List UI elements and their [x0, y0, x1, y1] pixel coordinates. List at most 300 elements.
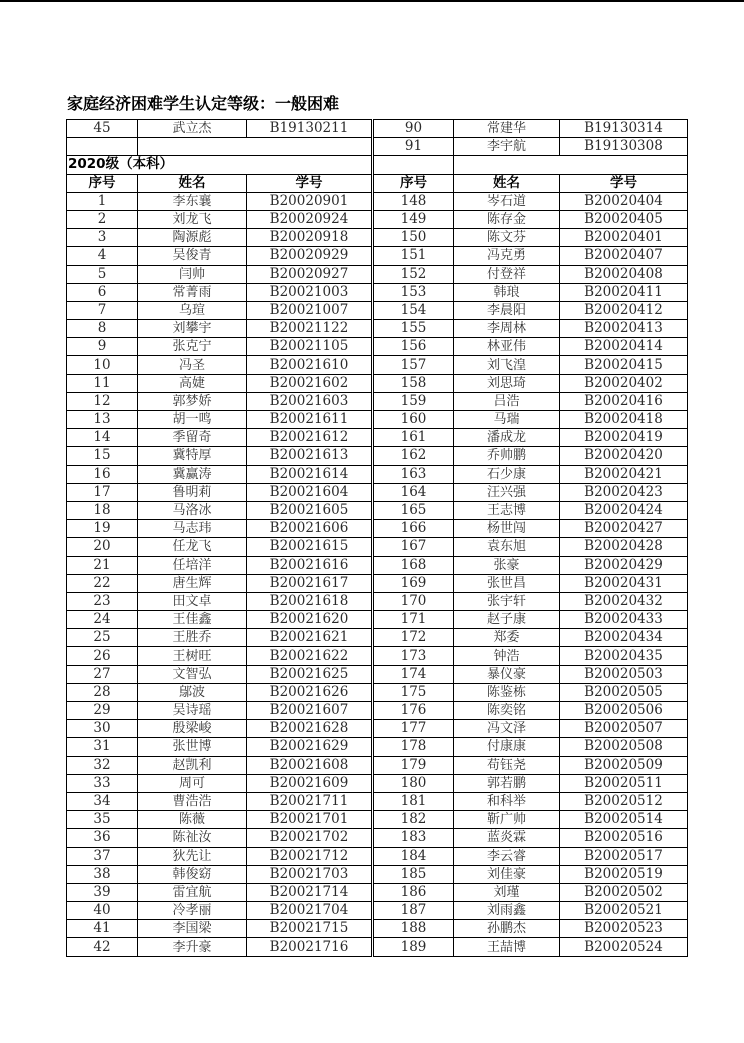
cell-student-id: B20020424	[560, 501, 688, 519]
table-row	[67, 556, 688, 574]
cell-no: 166	[373, 520, 454, 538]
table-row	[67, 902, 688, 920]
cell-no: 26	[67, 647, 138, 665]
cell-no: 29	[67, 702, 138, 720]
cell-name: 蓝炎霖	[454, 829, 560, 847]
cell-student-id: B20020517	[560, 847, 688, 865]
cell-student-id: B20020402	[560, 374, 688, 392]
cell-student-id: B20020509	[560, 756, 688, 774]
cell-student-id: B20020503	[560, 665, 688, 683]
table-row	[67, 702, 688, 720]
cell-no: 1	[67, 192, 138, 210]
cell-no: 173	[373, 647, 454, 665]
cell-student-id: B20020514	[560, 811, 688, 829]
cell-name: 刘龙飞	[138, 210, 247, 228]
cell-no: 41	[67, 920, 138, 938]
cell-student-id: B20020428	[560, 538, 688, 556]
cell-no: 154	[373, 301, 454, 319]
cell-student-id: B20021613	[247, 447, 373, 465]
cell-student-id: B20021003	[247, 283, 373, 301]
header-name: 姓名	[138, 174, 247, 192]
cell-no: 152	[373, 265, 454, 283]
cell-name: 李宇航	[454, 138, 560, 156]
cell-name: 冯文泽	[454, 720, 560, 738]
table-body	[67, 120, 688, 957]
cell-name: 闫帅	[138, 265, 247, 283]
cell-no: 160	[373, 411, 454, 429]
header-student-id: 学号	[247, 174, 373, 192]
cell-no: 177	[373, 720, 454, 738]
header-row	[67, 174, 688, 192]
cell-name: 杨世闯	[454, 520, 560, 538]
cell-no: 14	[67, 429, 138, 447]
cell-name: 马志玮	[138, 520, 247, 538]
cell-student-id: B20021612	[247, 429, 373, 447]
cell-name: 刘瑾	[454, 883, 560, 901]
cell-no: 36	[67, 829, 138, 847]
cell-name: 陈祉汝	[138, 829, 247, 847]
cell-student-id: B19130308	[560, 138, 688, 156]
cell-no: 20	[67, 538, 138, 556]
cell-no: 35	[67, 811, 138, 829]
cell-name: 汪兴强	[454, 483, 560, 501]
table-row	[67, 720, 688, 738]
table-row	[67, 210, 688, 228]
cell-no: 188	[373, 920, 454, 938]
cell-no: 25	[67, 629, 138, 647]
cell-name: 暴仪豪	[454, 665, 560, 683]
cell-name: 周可	[138, 774, 247, 792]
cell-student-id: B20021712	[247, 847, 373, 865]
cell-student-id: B20020505	[560, 683, 688, 701]
table-row	[67, 883, 688, 901]
cell-student-id: B20020419	[560, 429, 688, 447]
cell-no: 15	[67, 447, 138, 465]
header-student-id: 学号	[560, 174, 688, 192]
cell-no: 148	[373, 192, 454, 210]
cell-no: 34	[67, 792, 138, 810]
cell-name: 马瑞	[454, 411, 560, 429]
cell-name: 林亚伟	[454, 338, 560, 356]
table-row	[67, 920, 688, 938]
table-row	[67, 756, 688, 774]
cell-student-id: B20021716	[247, 938, 373, 956]
cell-name: 陶源彪	[138, 229, 247, 247]
cell-no: 158	[373, 374, 454, 392]
section-label: 2020级（本科）	[67, 156, 373, 174]
cell-empty	[454, 156, 688, 174]
cell-student-id: B20020415	[560, 356, 688, 374]
cell-name: 赵凯利	[138, 756, 247, 774]
table-row	[67, 592, 688, 610]
cell-name: 王胜乔	[138, 629, 247, 647]
cell-name: 乔帅鹏	[454, 447, 560, 465]
cell-no: 181	[373, 792, 454, 810]
cell-no: 159	[373, 392, 454, 410]
cell-no: 165	[373, 501, 454, 519]
cell-name: 刘佳豪	[454, 865, 560, 883]
cell-no: 23	[67, 592, 138, 610]
cell-student-id: B20020405	[560, 210, 688, 228]
cell-student-id: B20020412	[560, 301, 688, 319]
cell-student-id: B20020423	[560, 483, 688, 501]
cell-no: 189	[373, 938, 454, 956]
cell-student-id: B20021122	[247, 320, 373, 338]
cell-name: 张世昌	[454, 574, 560, 592]
cell-student-id: B20020519	[560, 865, 688, 883]
cell-no: 183	[373, 829, 454, 847]
table-row	[67, 229, 688, 247]
table-row	[67, 338, 688, 356]
cell-name: 季留奇	[138, 429, 247, 447]
cell-no: 38	[67, 865, 138, 883]
cell-student-id: B20020407	[560, 247, 688, 265]
cell-student-id: B20020523	[560, 920, 688, 938]
cell-no: 32	[67, 756, 138, 774]
cell-empty	[67, 138, 138, 156]
cell-name: 陈文芬	[454, 229, 560, 247]
cell-name: 鲁明莉	[138, 483, 247, 501]
cell-empty	[373, 156, 454, 174]
cell-name: 胡一鸣	[138, 411, 247, 429]
cell-no: 167	[373, 538, 454, 556]
cell-name: 和科举	[454, 792, 560, 810]
cell-no: 40	[67, 902, 138, 920]
cell-no: 6	[67, 283, 138, 301]
cell-no: 157	[373, 356, 454, 374]
cell-name: 刘雨鑫	[454, 902, 560, 920]
cell-name: 韩琅	[454, 283, 560, 301]
cell-no: 187	[373, 902, 454, 920]
table-row-previous	[67, 120, 688, 138]
cell-no: 151	[373, 247, 454, 265]
cell-name: 赵子康	[454, 611, 560, 629]
cell-no: 4	[67, 247, 138, 265]
table-row	[67, 429, 688, 447]
page-top-border	[0, 0, 744, 2]
table-row	[67, 501, 688, 519]
cell-name: 文智弘	[138, 665, 247, 683]
cell-name: 韩俊窈	[138, 865, 247, 883]
cell-name: 郑委	[454, 629, 560, 647]
cell-student-id: B20020427	[560, 520, 688, 538]
cell-no: 91	[373, 138, 454, 156]
cell-student-id: B20020502	[560, 883, 688, 901]
cell-no: 161	[373, 429, 454, 447]
section-row	[67, 156, 688, 174]
cell-student-id: B20021620	[247, 611, 373, 629]
cell-name: 付登祥	[454, 265, 560, 283]
cell-no: 10	[67, 356, 138, 374]
cell-student-id: B20021621	[247, 629, 373, 647]
cell-student-id: B20021714	[247, 883, 373, 901]
cell-student-id: B20021607	[247, 702, 373, 720]
cell-student-id: B20021625	[247, 665, 373, 683]
cell-name: 陈存金	[454, 210, 560, 228]
cell-name: 曹浩浩	[138, 792, 247, 810]
table-row	[67, 738, 688, 756]
cell-student-id: B20021007	[247, 301, 373, 319]
cell-student-id: B20020411	[560, 283, 688, 301]
cell-no: 168	[373, 556, 454, 574]
cell-student-id: B20021611	[247, 411, 373, 429]
cell-name: 李东襄	[138, 192, 247, 210]
cell-name: 冯克勇	[454, 247, 560, 265]
cell-student-id: B20021609	[247, 774, 373, 792]
table-row	[67, 301, 688, 319]
student-list-table	[66, 119, 688, 957]
cell-student-id: B20021608	[247, 756, 373, 774]
cell-student-id: B20021622	[247, 647, 373, 665]
cell-name: 刘攀宇	[138, 320, 247, 338]
cell-no: 2	[67, 210, 138, 228]
cell-student-id: B19130314	[560, 120, 688, 138]
cell-name: 陈薇	[138, 811, 247, 829]
table-row	[67, 192, 688, 210]
cell-no: 33	[67, 774, 138, 792]
cell-student-id: B20020507	[560, 720, 688, 738]
cell-student-id: B20020511	[560, 774, 688, 792]
cell-no: 24	[67, 611, 138, 629]
cell-student-id: B20020516	[560, 829, 688, 847]
cell-no: 180	[373, 774, 454, 792]
cell-student-id: B20020414	[560, 338, 688, 356]
cell-name: 雷宜航	[138, 883, 247, 901]
cell-student-id: B20020918	[247, 229, 373, 247]
cell-name: 张克宁	[138, 338, 247, 356]
table-row	[67, 520, 688, 538]
cell-name: 张世博	[138, 738, 247, 756]
cell-name: 付康康	[454, 738, 560, 756]
cell-student-id: B20020433	[560, 611, 688, 629]
cell-name: 李云睿	[454, 847, 560, 865]
cell-student-id: B20020420	[560, 447, 688, 465]
cell-no: 8	[67, 320, 138, 338]
cell-student-id: B20020521	[560, 902, 688, 920]
cell-student-id: B20021702	[247, 829, 373, 847]
cell-name: 冀赢涛	[138, 465, 247, 483]
cell-student-id: B20021617	[247, 574, 373, 592]
cell-name: 袁东旭	[454, 538, 560, 556]
cell-student-id: B20021604	[247, 483, 373, 501]
header-no: 序号	[373, 174, 454, 192]
cell-no: 150	[373, 229, 454, 247]
table-row	[67, 647, 688, 665]
cell-student-id: B20020413	[560, 320, 688, 338]
cell-no: 9	[67, 338, 138, 356]
cell-name: 刘飞湟	[454, 356, 560, 374]
cell-no: 39	[67, 883, 138, 901]
table-row	[67, 320, 688, 338]
cell-no: 153	[373, 283, 454, 301]
cell-no: 11	[67, 374, 138, 392]
cell-student-id: B20021618	[247, 592, 373, 610]
cell-student-id: B20021603	[247, 392, 373, 410]
cell-name: 武立杰	[138, 120, 247, 138]
cell-name: 吕浩	[454, 392, 560, 410]
table-row	[67, 356, 688, 374]
cell-student-id: B20021615	[247, 538, 373, 556]
cell-no: 178	[373, 738, 454, 756]
table-row-previous	[67, 138, 688, 156]
cell-no: 175	[373, 683, 454, 701]
table-row	[67, 792, 688, 810]
cell-name: 郭梦娇	[138, 392, 247, 410]
cell-student-id: B20020418	[560, 411, 688, 429]
cell-name: 吴俊青	[138, 247, 247, 265]
cell-no: 21	[67, 556, 138, 574]
cell-no: 155	[373, 320, 454, 338]
cell-name: 陈奕铭	[454, 702, 560, 720]
cell-student-id: B20021602	[247, 374, 373, 392]
cell-student-id: B20021629	[247, 738, 373, 756]
cell-name: 常菁雨	[138, 283, 247, 301]
cell-name: 殷梁峻	[138, 720, 247, 738]
cell-name: 冀特厚	[138, 447, 247, 465]
cell-no: 184	[373, 847, 454, 865]
cell-no: 176	[373, 702, 454, 720]
table-row	[67, 865, 688, 883]
cell-no: 171	[373, 611, 454, 629]
cell-name: 狄先让	[138, 847, 247, 865]
cell-no: 13	[67, 411, 138, 429]
document-title: 家庭经济困难学生认定等级：一般困难	[67, 94, 340, 113]
cell-student-id: B19130211	[247, 120, 373, 138]
cell-student-id: B20021606	[247, 520, 373, 538]
cell-no: 27	[67, 665, 138, 683]
table-row	[67, 938, 688, 956]
cell-name: 吴诗瑶	[138, 702, 247, 720]
cell-name: 任培洋	[138, 556, 247, 574]
cell-name: 王树旺	[138, 647, 247, 665]
table-row	[67, 847, 688, 865]
cell-name: 冷孝丽	[138, 902, 247, 920]
cell-no: 174	[373, 665, 454, 683]
cell-empty	[138, 138, 373, 156]
cell-no: 30	[67, 720, 138, 738]
cell-student-id: B20020508	[560, 738, 688, 756]
cell-student-id: B20021628	[247, 720, 373, 738]
cell-no: 17	[67, 483, 138, 501]
cell-name: 靳广帅	[454, 811, 560, 829]
cell-no: 7	[67, 301, 138, 319]
cell-no: 22	[67, 574, 138, 592]
cell-no: 185	[373, 865, 454, 883]
cell-student-id: B20020927	[247, 265, 373, 283]
cell-student-id: B20020416	[560, 392, 688, 410]
cell-student-id: B20020404	[560, 192, 688, 210]
cell-name: 田文卓	[138, 592, 247, 610]
cell-student-id: B20020506	[560, 702, 688, 720]
cell-name: 乌瑄	[138, 301, 247, 319]
cell-student-id: B20021610	[247, 356, 373, 374]
cell-no: 90	[373, 120, 454, 138]
table-row	[67, 265, 688, 283]
cell-name: 孙鹏杰	[454, 920, 560, 938]
cell-no: 156	[373, 338, 454, 356]
cell-student-id: B20021105	[247, 338, 373, 356]
table-row	[67, 411, 688, 429]
cell-student-id: B20021626	[247, 683, 373, 701]
cell-name: 王志博	[454, 501, 560, 519]
cell-no: 16	[67, 465, 138, 483]
cell-student-id: B20020431	[560, 574, 688, 592]
cell-no: 28	[67, 683, 138, 701]
cell-student-id: B20020421	[560, 465, 688, 483]
cell-no: 19	[67, 520, 138, 538]
cell-no: 169	[373, 574, 454, 592]
cell-no: 163	[373, 465, 454, 483]
cell-no: 179	[373, 756, 454, 774]
table-row	[67, 538, 688, 556]
cell-no: 37	[67, 847, 138, 865]
header-no: 序号	[67, 174, 138, 192]
cell-name: 王佳鑫	[138, 611, 247, 629]
cell-name: 潘成龙	[454, 429, 560, 447]
cell-name: 马洛冰	[138, 501, 247, 519]
cell-student-id: B20020408	[560, 265, 688, 283]
cell-name: 王喆博	[454, 938, 560, 956]
cell-no: 162	[373, 447, 454, 465]
cell-name: 高婕	[138, 374, 247, 392]
table-row	[67, 447, 688, 465]
table-row	[67, 483, 688, 501]
cell-name: 陈鉴栋	[454, 683, 560, 701]
cell-no: 170	[373, 592, 454, 610]
cell-no: 172	[373, 629, 454, 647]
cell-no: 5	[67, 265, 138, 283]
cell-name: 冯圣	[138, 356, 247, 374]
cell-student-id: B20021711	[247, 792, 373, 810]
table-row	[67, 829, 688, 847]
cell-no: 186	[373, 883, 454, 901]
cell-name: 张豪	[454, 556, 560, 574]
table-row	[67, 247, 688, 265]
cell-name: 张宇轩	[454, 592, 560, 610]
cell-name: 石少康	[454, 465, 560, 483]
cell-student-id: B20021614	[247, 465, 373, 483]
cell-name: 郭若鹏	[454, 774, 560, 792]
table-row	[67, 683, 688, 701]
table-row	[67, 665, 688, 683]
table-row	[67, 629, 688, 647]
cell-name: 李国梁	[138, 920, 247, 938]
cell-student-id: B20020524	[560, 938, 688, 956]
cell-name: 任龙飞	[138, 538, 247, 556]
cell-student-id: B20021704	[247, 902, 373, 920]
cell-name: 常建华	[454, 120, 560, 138]
table-row	[67, 392, 688, 410]
cell-student-id: B20021605	[247, 501, 373, 519]
cell-no: 31	[67, 738, 138, 756]
cell-student-id: B20021701	[247, 811, 373, 829]
cell-student-id: B20020924	[247, 210, 373, 228]
table-row	[67, 811, 688, 829]
cell-student-id: B20021616	[247, 556, 373, 574]
cell-student-id: B20020512	[560, 792, 688, 810]
cell-no: 45	[67, 120, 138, 138]
cell-student-id: B20020435	[560, 647, 688, 665]
cell-no: 12	[67, 392, 138, 410]
cell-name: 钟浩	[454, 647, 560, 665]
cell-no: 42	[67, 938, 138, 956]
header-name: 姓名	[454, 174, 560, 192]
cell-student-id: B20020901	[247, 192, 373, 210]
cell-name: 唐生辉	[138, 574, 247, 592]
table-row	[67, 374, 688, 392]
cell-name: 李晨阳	[454, 301, 560, 319]
cell-name: 刘思琦	[454, 374, 560, 392]
